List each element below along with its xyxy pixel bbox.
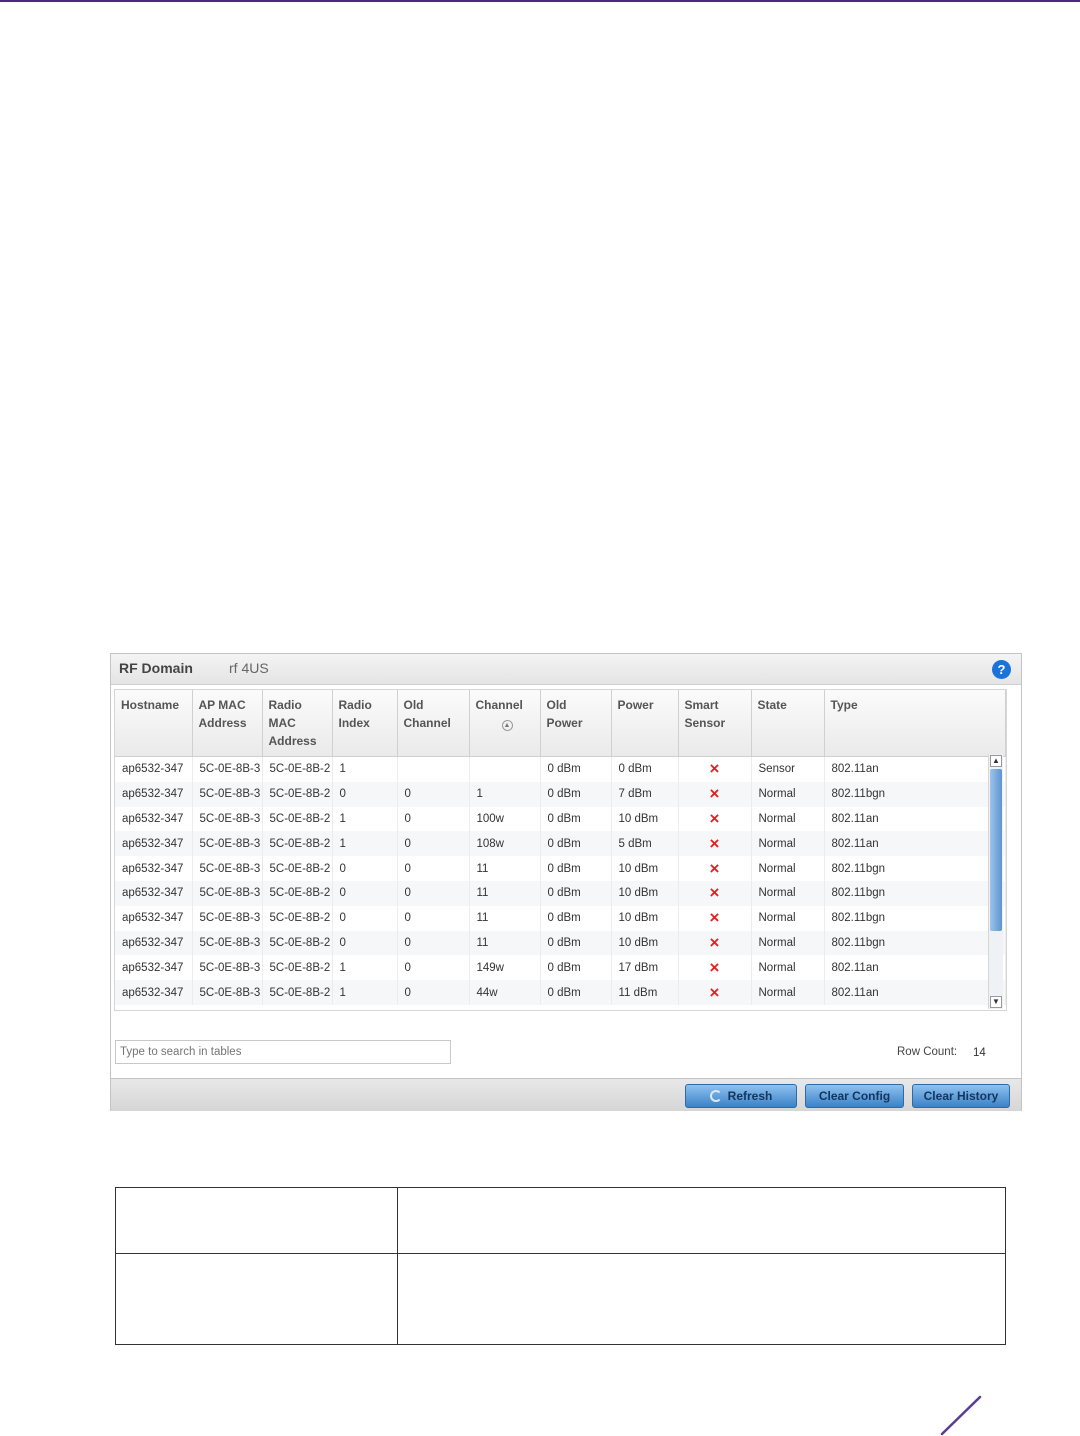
- smart-sensor-x-icon: ×: [678, 807, 751, 832]
- cell-radio-index: 0: [332, 782, 397, 807]
- column-header-power[interactable]: Power: [611, 690, 678, 757]
- cell-radio-mac: 5C-0E-8B-2: [262, 757, 332, 782]
- table-row[interactable]: [115, 782, 1005, 807]
- cell-ap-mac: 5C-0E-8B-3: [192, 931, 262, 956]
- cell-radio-mac: 5C-0E-8B-2: [262, 807, 332, 832]
- cell-ap-mac: 5C-0E-8B-3: [192, 757, 262, 782]
- table-row[interactable]: [115, 856, 1005, 881]
- smart-sensor-x-icon: ×: [678, 906, 751, 931]
- cell-ap-mac: 5C-0E-8B-3: [192, 856, 262, 881]
- cell-old-power: 0 dBm: [540, 881, 611, 906]
- column-header-old-channel[interactable]: Old Channel: [397, 690, 469, 757]
- cell-old-channel: 0: [397, 931, 469, 956]
- refresh-button[interactable]: Refresh: [685, 1084, 797, 1108]
- cell-power: 7 dBm: [611, 782, 678, 807]
- column-header-hostname[interactable]: Hostname: [115, 690, 192, 757]
- cell-radio-index: 0: [332, 856, 397, 881]
- cell-radio-index: 0: [332, 931, 397, 956]
- panel-title: RF Domain: [119, 660, 193, 676]
- column-header-old-power[interactable]: Old Power: [540, 690, 611, 757]
- column-header-radio-mac-address[interactable]: Radio MAC Address: [262, 690, 332, 757]
- cell-power: 10 dBm: [611, 807, 678, 832]
- action-bar: [111, 1078, 1021, 1111]
- table-body: [115, 757, 1005, 1005]
- cell-radio-mac: 5C-0E-8B-2: [262, 856, 332, 881]
- cell-state: Normal: [751, 782, 824, 807]
- cell-old-channel: 0: [397, 955, 469, 980]
- cell-channel: 108w: [469, 831, 540, 856]
- panel-subtitle: rf 4US: [229, 660, 269, 676]
- cell-ap-mac: 5C-0E-8B-3: [192, 807, 262, 832]
- cell-ap-mac: 5C-0E-8B-3: [192, 906, 262, 931]
- column-header-smart-sensor[interactable]: Smart Sensor: [678, 690, 751, 757]
- rf-domain-table: [115, 690, 1006, 1005]
- cell-radio-index: 1: [332, 955, 397, 980]
- cell-ap-mac: 5C-0E-8B-3: [192, 980, 262, 1005]
- table-header-row: [115, 690, 1005, 757]
- description-table: [115, 1187, 1006, 1345]
- cell-old-power: 0 dBm: [540, 782, 611, 807]
- cell-radio-index: 1: [332, 757, 397, 782]
- top-rule: [0, 0, 1080, 2]
- smart-sensor-x-icon: ×: [678, 856, 751, 881]
- cell-radio-mac: 5C-0E-8B-2: [262, 881, 332, 906]
- cell-radio-mac: 5C-0E-8B-2: [262, 955, 332, 980]
- cell-hostname: ap6532-347: [115, 807, 192, 832]
- cell-radio-index: 1: [332, 831, 397, 856]
- cell-channel: 100w: [469, 807, 540, 832]
- cell-power: 10 dBm: [611, 881, 678, 906]
- panel-header: [111, 654, 1021, 685]
- column-header-type[interactable]: Type: [824, 690, 1005, 757]
- cell-old-power: 0 dBm: [540, 757, 611, 782]
- column-header-state[interactable]: State: [751, 690, 824, 757]
- cell-ap-mac: 5C-0E-8B-3: [192, 955, 262, 980]
- cell-radio-mac: 5C-0E-8B-2: [262, 782, 332, 807]
- cell-power: 10 dBm: [611, 931, 678, 956]
- cell-radio-index: 0: [332, 906, 397, 931]
- table-row[interactable]: [115, 881, 1005, 906]
- smart-sensor-x-icon: ×: [678, 931, 751, 956]
- sort-ascending-icon[interactable]: ▲: [502, 720, 513, 731]
- cell-type: 802.11an: [824, 757, 1005, 782]
- cell-state: Normal: [751, 906, 824, 931]
- cell-channel: 149w: [469, 955, 540, 980]
- cell-hostname: ap6532-347: [115, 955, 192, 980]
- cell-state: Normal: [751, 807, 824, 832]
- cell-radio-index: 0: [332, 881, 397, 906]
- cell-state: Normal: [751, 980, 824, 1005]
- clear-history-button[interactable]: Clear History: [912, 1084, 1010, 1108]
- cell-power: 5 dBm: [611, 831, 678, 856]
- vertical-scrollbar[interactable]: [988, 754, 1003, 1009]
- cell-type: 802.11bgn: [824, 881, 1005, 906]
- cell-old-channel: 0: [397, 980, 469, 1005]
- table-row[interactable]: [115, 757, 1005, 782]
- cell-old-channel: 0: [397, 782, 469, 807]
- description-row: [116, 1188, 1005, 1254]
- cell-old-channel: 0: [397, 831, 469, 856]
- cell-state: Sensor: [751, 757, 824, 782]
- cell-channel: 11: [469, 931, 540, 956]
- cell-power: 0 dBm: [611, 757, 678, 782]
- smart-sensor-x-icon: ×: [678, 881, 751, 906]
- cell-power: 10 dBm: [611, 906, 678, 931]
- cell-radio-mac: 5C-0E-8B-2: [262, 931, 332, 956]
- cell-type: 802.11an: [824, 955, 1005, 980]
- cell-radio-mac: 5C-0E-8B-2: [262, 906, 332, 931]
- cell-radio-index: 1: [332, 807, 397, 832]
- cell-old-power: 0 dBm: [540, 955, 611, 980]
- cell-type: 802.11an: [824, 807, 1005, 832]
- cell-power: 10 dBm: [611, 856, 678, 881]
- smart-sensor-x-icon: ×: [678, 782, 751, 807]
- data-grid: [114, 689, 1007, 1011]
- rf-domain-panel: [110, 653, 1022, 1111]
- cell-channel: 1: [469, 782, 540, 807]
- cell-old-power: 0 dBm: [540, 856, 611, 881]
- column-header-radio-index[interactable]: Radio Index: [332, 690, 397, 757]
- table-row[interactable]: [115, 955, 1005, 980]
- cell-channel: 11: [469, 906, 540, 931]
- cell-channel: 11: [469, 856, 540, 881]
- cell-old-channel: [397, 757, 469, 782]
- cell-hostname: ap6532-347: [115, 831, 192, 856]
- scroll-up-arrow-icon[interactable]: ▲: [990, 755, 1002, 767]
- cell-old-channel: 0: [397, 881, 469, 906]
- cell-type: 802.11bgn: [824, 906, 1005, 931]
- cell-old-power: 0 dBm: [540, 931, 611, 956]
- cell-state: Normal: [751, 931, 824, 956]
- cell-power: 11 dBm: [611, 980, 678, 1005]
- clear-config-button[interactable]: Clear Config: [805, 1084, 904, 1108]
- table-search-input[interactable]: [115, 1040, 451, 1064]
- cell-state: Normal: [751, 881, 824, 906]
- cell-type: 802.11bgn: [824, 856, 1005, 881]
- cell-channel: 11: [469, 881, 540, 906]
- description-column-divider: [397, 1188, 398, 1344]
- smart-sensor-x-icon: ×: [678, 831, 751, 856]
- cell-radio-mac: 5C-0E-8B-2: [262, 980, 332, 1005]
- row-count-value: 14: [973, 1047, 986, 1059]
- cell-type: 802.11an: [824, 980, 1005, 1005]
- cell-hostname: ap6532-347: [115, 906, 192, 931]
- row-count-label: Row Count:: [897, 1046, 958, 1058]
- table-row[interactable]: [115, 831, 1005, 856]
- cell-old-power: 0 dBm: [540, 906, 611, 931]
- smart-sensor-x-icon: ×: [678, 980, 751, 1005]
- cell-hostname: ap6532-347: [115, 881, 192, 906]
- slash-mark-icon: [938, 1394, 984, 1436]
- cell-radio-mac: 5C-0E-8B-2: [262, 831, 332, 856]
- refresh-icon: [710, 1090, 722, 1102]
- cell-type: 802.11an: [824, 831, 1005, 856]
- scroll-down-arrow-icon[interactable]: ▼: [990, 996, 1002, 1008]
- cell-old-power: 0 dBm: [540, 831, 611, 856]
- cell-hostname: ap6532-347: [115, 980, 192, 1005]
- cell-hostname: ap6532-347: [115, 782, 192, 807]
- table-row[interactable]: [115, 931, 1005, 956]
- cell-state: Normal: [751, 955, 824, 980]
- cell-ap-mac: 5C-0E-8B-3: [192, 831, 262, 856]
- cell-old-channel: 0: [397, 807, 469, 832]
- cell-state: Normal: [751, 856, 824, 881]
- cell-hostname: ap6532-347: [115, 757, 192, 782]
- column-header-ap-mac-address[interactable]: AP MAC Address: [192, 690, 262, 757]
- question-icon[interactable]: ?: [992, 660, 1011, 679]
- table-row[interactable]: [115, 906, 1005, 931]
- scroll-thumb[interactable]: [990, 769, 1002, 931]
- cell-old-channel: 0: [397, 906, 469, 931]
- cell-power: 17 dBm: [611, 955, 678, 980]
- cell-old-power: 0 dBm: [540, 980, 611, 1005]
- cell-old-channel: 0: [397, 856, 469, 881]
- table-row[interactable]: [115, 980, 1005, 1005]
- cell-ap-mac: 5C-0E-8B-3: [192, 782, 262, 807]
- cell-channel: 44w: [469, 980, 540, 1005]
- cell-hostname: ap6532-347: [115, 856, 192, 881]
- table-row[interactable]: [115, 807, 1005, 832]
- cell-ap-mac: 5C-0E-8B-3: [192, 881, 262, 906]
- cell-channel: [469, 757, 540, 782]
- smart-sensor-x-icon: ×: [678, 757, 751, 782]
- cell-state: Normal: [751, 831, 824, 856]
- smart-sensor-x-icon: ×: [678, 955, 751, 980]
- cell-radio-index: 1: [332, 980, 397, 1005]
- cell-type: 802.11bgn: [824, 931, 1005, 956]
- cell-type: 802.11bgn: [824, 782, 1005, 807]
- cell-hostname: ap6532-347: [115, 931, 192, 956]
- column-header-channel[interactable]: Channel ▲: [469, 690, 540, 757]
- cell-old-power: 0 dBm: [540, 807, 611, 832]
